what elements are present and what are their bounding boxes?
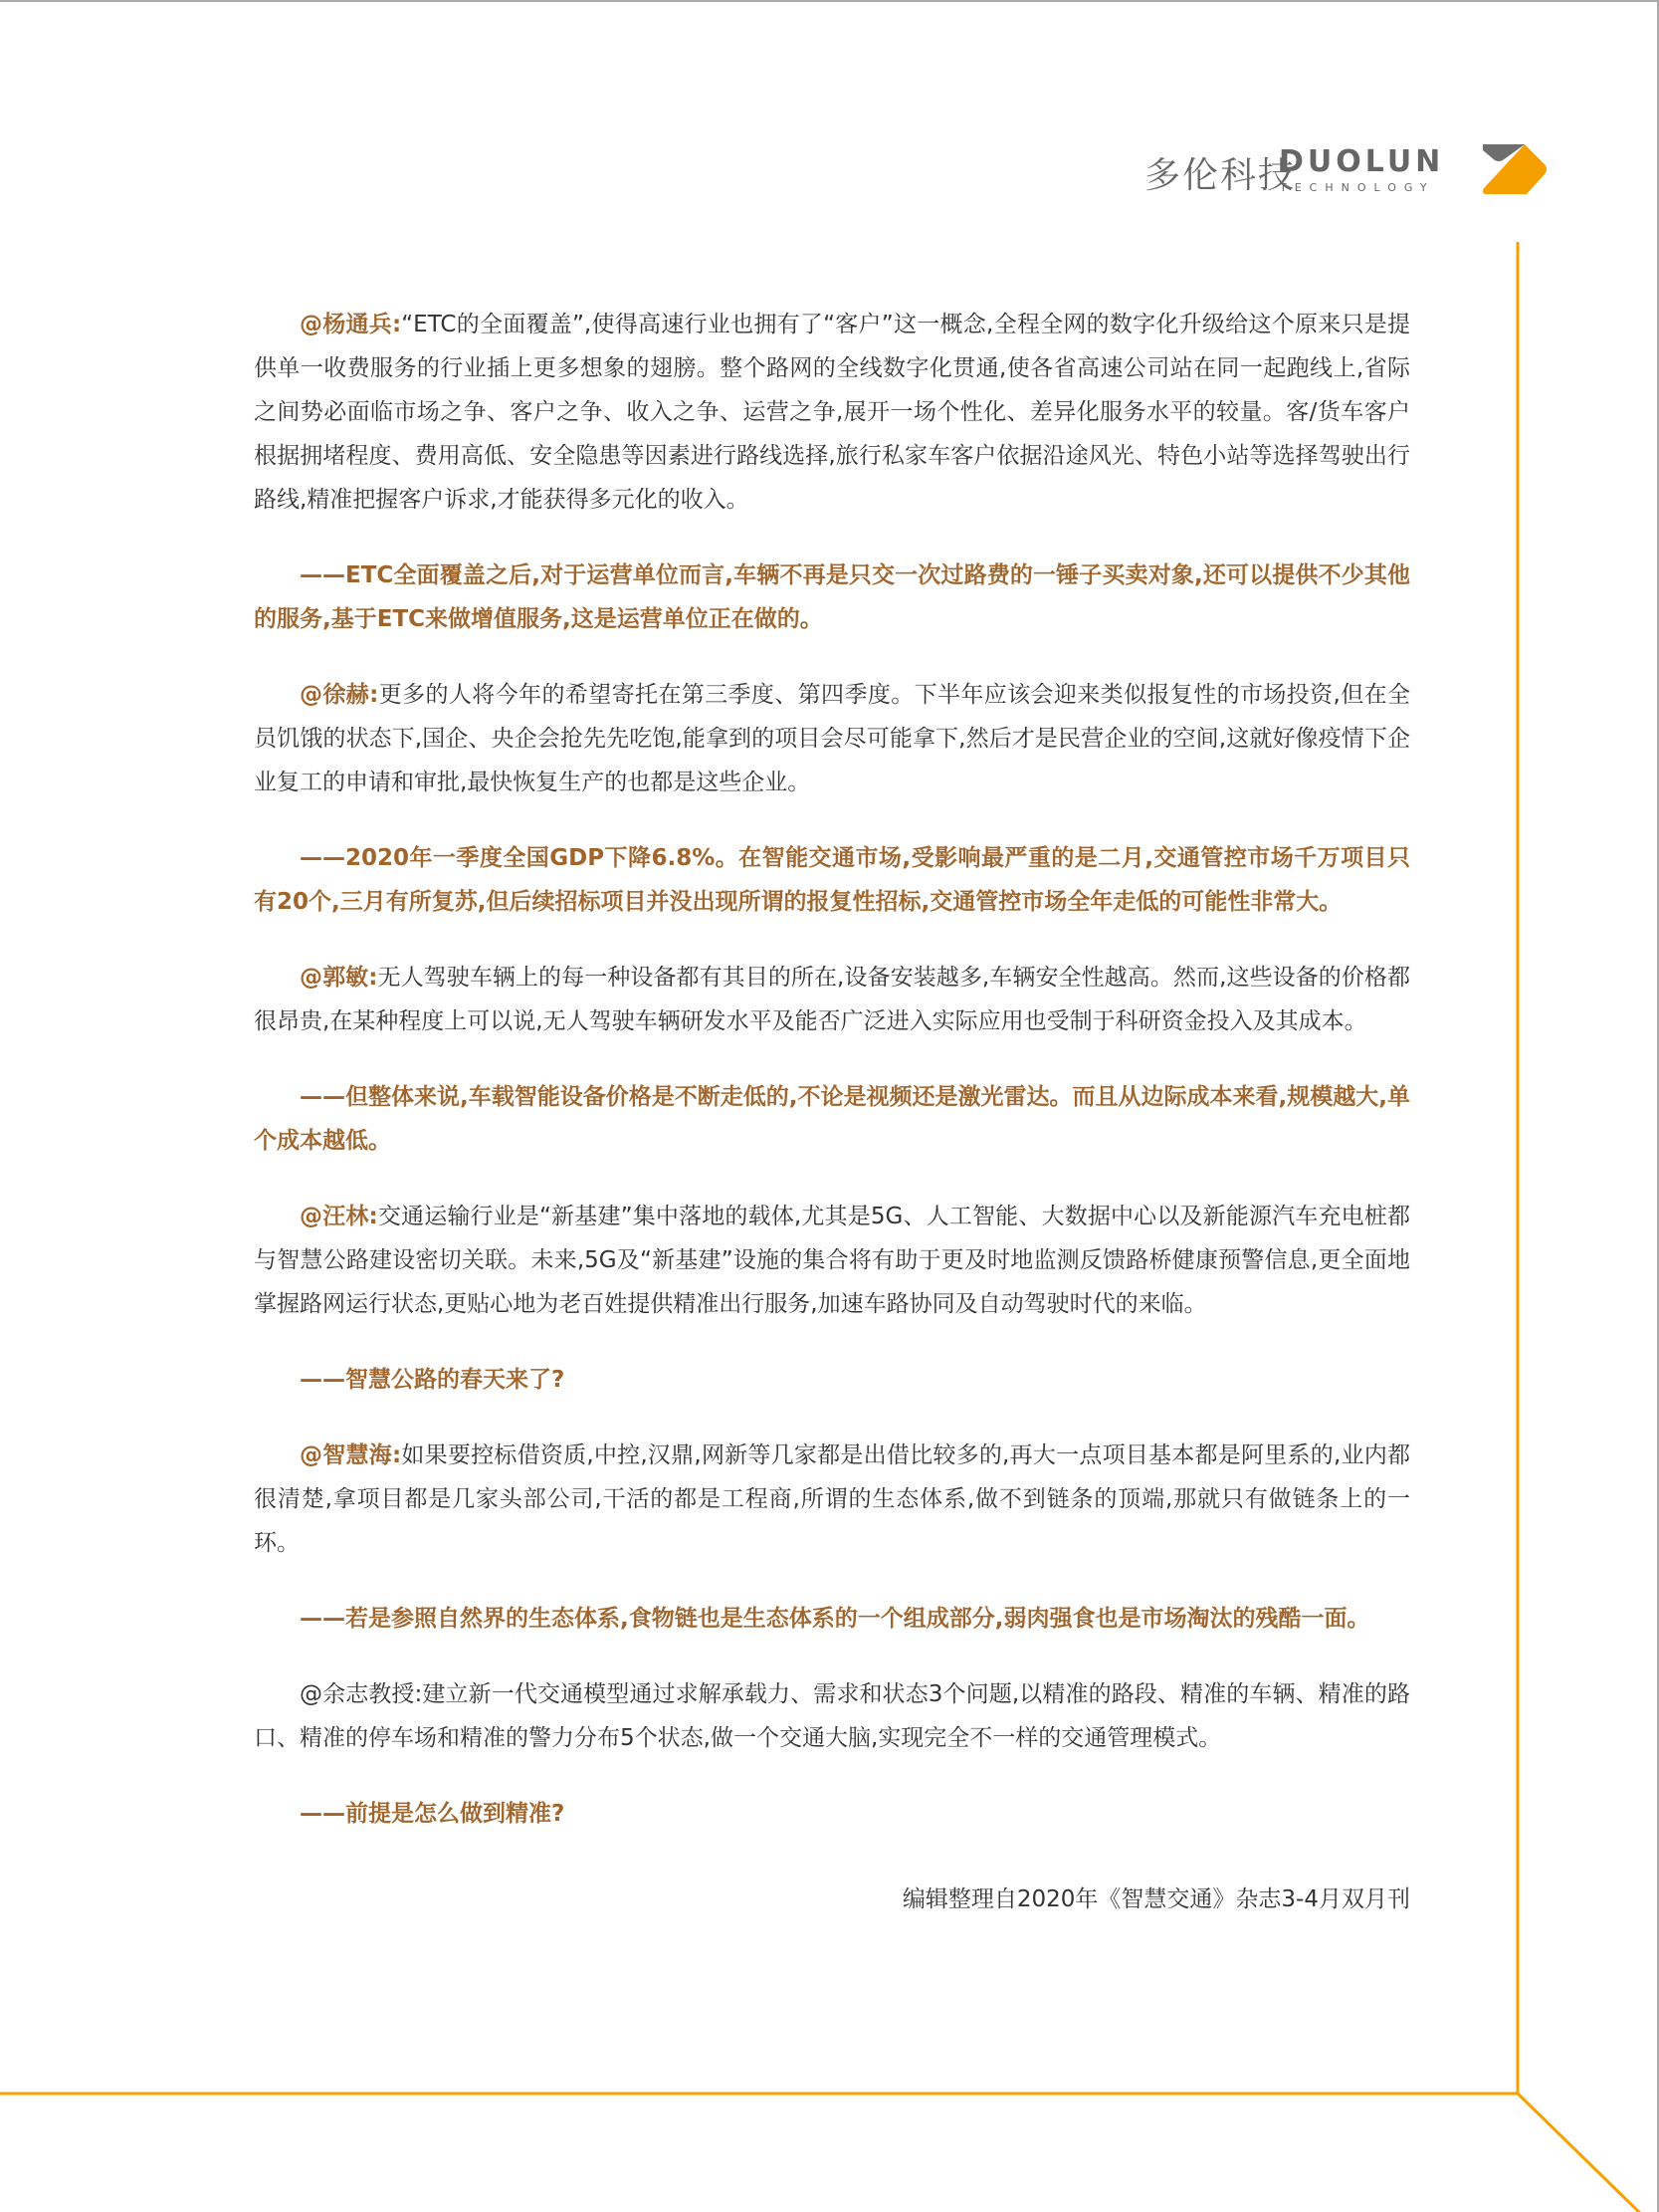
comment-text: ——智慧公路的春天来了? <box>300 1367 565 1393</box>
editor-comment <box>254 836 1410 924</box>
expert-comment <box>254 673 1410 804</box>
comment-text: ——前提是怎么做到精准? <box>300 1801 565 1827</box>
expert-comment <box>254 1434 1410 1565</box>
comment-text: ——但整体来说,车载智能设备价格是不断走低的,不论是视频还是激光雷达。而且从边际成本来看,规模越大,单个成本越低。 <box>254 1084 1410 1154</box>
comment-text: @余志教授:建立新一代交通模型通过求解承载力、需求和状态3个问题,以精准的路段、精准的车辆、精准的路口、精准的停车场和精准的警力分布5个状态,做一个交通大脑,实现完全不一样的交通管理模式。 <box>254 1681 1410 1751</box>
commenter-name: @杨通兵: <box>300 312 402 337</box>
comment-text: ——2020年一季度全国GDP下降6.8%。在智能交通市场,受影响最严重的是二月,交通管控市场千万项目只有20个,三月有所复苏,但后续招标项目并没出现所谓的报复性招标,交通管控市场全年走低的可能性非常大。 <box>254 845 1410 915</box>
commenter-name: @汪林: <box>300 1204 378 1229</box>
comment-text: 更多的人将今年的希望寄托在第三季度、第四季度。下半年应该会迎来类似报复性的市场投资,但在全员饥饿的状态下,国企、央企会抢先先吃饱,能拿到的项目会尽可能拿下,然后才是民营企业的空间,这就好像疫情下企业复工的申请和审批,最快恢复生产的也都是这些企业。 <box>254 682 1410 795</box>
logo-chinese-name: 多伦科技 <box>1144 155 1297 196</box>
expert-comment <box>254 956 1410 1043</box>
comment-text: 无人驾驶车辆上的每一种设备都有其目的所在,设备安装越多,车辆安全性越高。然而,这些设备的价格都很昂贵,在某种程度上可以说,无人驾驶车辆研发水平及能否广泛进入实际应用也受制于科研资金投入及其成本。 <box>254 965 1410 1034</box>
expert-comment <box>254 303 1410 522</box>
expert-comment <box>254 1195 1410 1326</box>
article-body <box>254 303 1410 1868</box>
comment-text: 如果要控标借资质,中控,汉鼎,网新等几家都是出借比较多的,再大一点项目基本都是阿里系的,业内都很清楚,拿项目都是几家头部公司,干活的都是工程商,所谓的生态体系,做不到链条的顶端,那就只有做链条上的一环。 <box>254 1442 1411 1556</box>
article-source: 编辑整理自2020年《智慧交通》杂志3-4月双月刊 <box>902 1886 1410 1912</box>
comment-text: “ETC的全面覆盖”,使得高速行业也拥有了“客户”这一概念,全程全网的数字化升级给这个原来只是提供单一收费服务的行业插上更多想象的翅膀。整个路网的全线数字化贯通,使各省高速公司站在同一起跑线上,省际之间势必面临市场之争、客户之争、收入之争、运营之争,展开一场个性化、差异化服务水平的较量。客/货车客户根据拥堵程度、费用高低、安全隐患等因素进行路线选择,旅行私家车客户依据沿途风光、特色小站等选择驾驶出行路线,精准把握客户诉求,才能获得多元化的收入。 <box>254 312 1411 513</box>
frame-diagonal-line <box>1518 2094 1642 2212</box>
expert-comment <box>254 1672 1410 1760</box>
commenter-name: @郭敏: <box>300 965 378 991</box>
logo-mark-icon <box>1481 142 1551 198</box>
logo-english-name: DUOLUN <box>1279 144 1445 179</box>
editor-comment <box>254 1358 1410 1402</box>
editor-comment <box>254 1792 1410 1836</box>
commenter-name: @徐赫: <box>300 682 379 708</box>
editor-comment <box>254 553 1410 641</box>
logo-subtitle: TECHNOLOGY <box>1280 181 1435 194</box>
comment-text: ——ETC全面覆盖之后,对于运营单位而言,车辆不再是只交一次过路费的一锤子买卖对象,还可以提供不少其他的服务,基于ETC来做增值服务,这是运营单位正在做的。 <box>254 562 1410 632</box>
comment-text: ——若是参照自然界的生态体系,食物链也是生态体系的一个组成部分,弱肉强食也是市场淘汰的残酷一面。 <box>300 1606 1370 1632</box>
editor-comment <box>254 1597 1410 1641</box>
comment-text: 交通运输行业是“新基建”集中落地的载体,尤其是5G、人工智能、大数据中心以及新能源汽车充电桩都与智慧公路建设密切关联。未来,5G及“新基建”设施的集合将有助于更及时地监测反馈路桥健康预警信息,更全面地掌握路网运行状态,更贴心地为老百姓提供精准出行服务,加速车路协同及自动驾驶时代的来临。 <box>254 1204 1410 1317</box>
commenter-name: @智慧海: <box>300 1442 402 1468</box>
editor-comment <box>254 1075 1410 1163</box>
